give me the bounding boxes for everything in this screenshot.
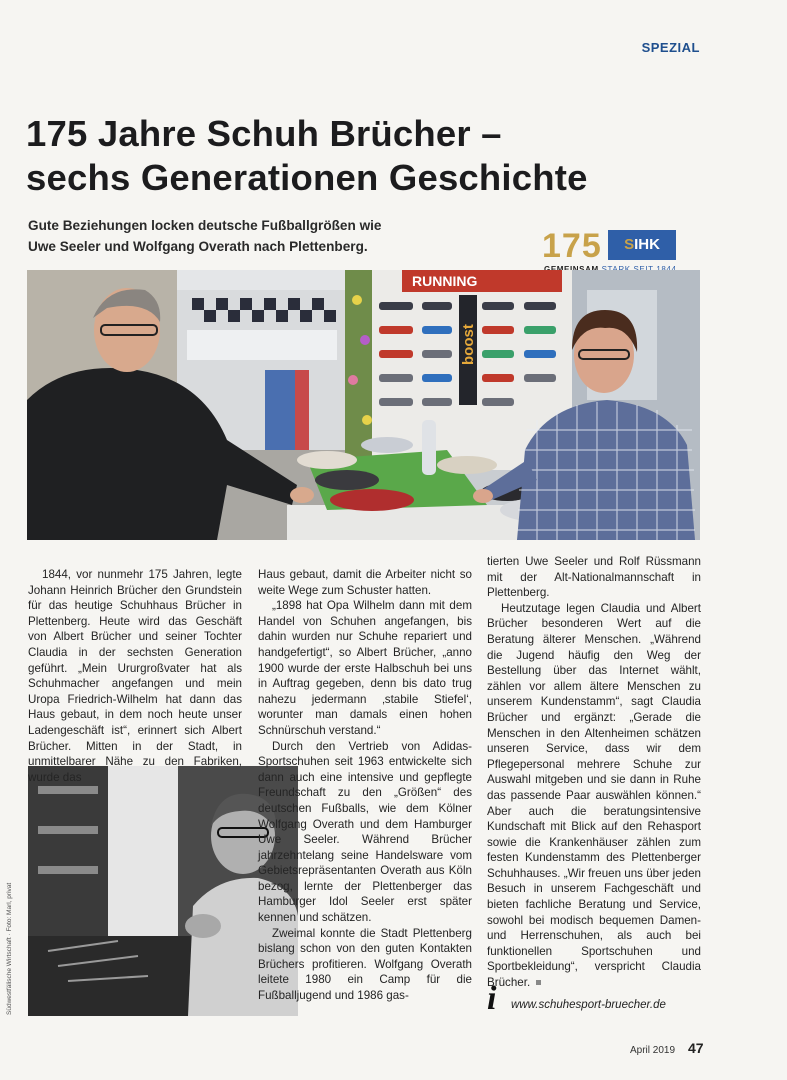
paragraph-text: Heutzutage legen Claudia und Albert Brücher besonderen Wert auf die Beratung älterer Menschen. „Während die Jugend häufig den Weg der Bestellung über das Internet wählt, zählen vor allem ältere Menschen zu unserem Kundenstamm“, sagt Claudia Brücher und ergänzt: „Gerade die Menschen in den Altenheimen schätzen unseren Service, dass wir dem Pflegepersonal mehrere Schuhe zur Auswahl mitgeben und sie dann in Ruhe das passende Paar auswählen können.“ Aber auch die beratungsintensive Kundschaft mit Blick auf den Rehasport sowie die Krankenhäuser zählen zum festen Kundenstamm des Plettenberger Schuhhauses. „Wir freuen uns über jeden Besuch in unserem Fachgeschäft und bieten fachliche Beratung und Service, sowohl bei modisch bequemen Damen- und Herrenschuhen, als auch bei funktionellen Sportschuhen und Sportbekleidung“, verspricht Claudia Brücher. [487,601,701,990]
paragraph: 1844, vor nunmehr 175 Jahren, legte Johann Heinrich Brücher den Grundstein für das heutige Schuhhaus Brücher in Plettenberg. Heute wird das Geschäft von Albert Brücher und seiner Tochter Claudia in der sechsten Generation geführt. „Mein Ururgroßvater hat als Schuhmacher angefangen und mein Uropa Friedrich-Wilhelm hat dann das Haus gebaut, in dem noch heute unser Ladengeschäft ist“, erinnert sich Albert Brücher. Mitten in der Stadt, in unmittelbarer Nähe zu den Fabriken, wurde das [28,568,242,784]
boost-sign: boost [460,324,477,365]
text-column-3 [487,554,701,991]
logo-number: 175 [542,227,602,265]
subheadline-line-1: Gute Beziehungen locken deutsche Fußballgrößen wie [28,218,382,233]
text-column-2 [258,567,472,1004]
photo-credit: Südwestfälische Wirtschaft · Foto: Marl, privat [6,882,13,1015]
paragraph: Zweimal konnte die Stadt Plettenberg bislang schon von den guten Kontakten Brüchers profitieren. Wolfgang Overath leitete 1980 ein Camp für die Fußballjugend und 1986 gas- [258,926,472,1003]
paragraph: Durch den Vertrieb von Adidas-Sportschuhen seit 1963 entwickelte sich dann auch eine intensive und gepflegte Freundschaft zu den „Größen“ des deutschen Fußballs, wie dem Kölner Wolfgang Overath und dem Hamburger Uwe Seeler. Während Brücher jahrzehntelang seine Handelsware vom Gebietsrepräsentanten Overath aus Köln bezog, lernte der Plettenberger das Hamburger Idol Seeler erst später kennen und schätzen. [258,739,472,925]
ihk-badge [608,230,676,260]
paragraph: tierten Uwe Seeler und Rolf Rüssmann mit der Alt-Nationalmannschaft in Plettenberg. [487,555,701,600]
paragraph: „1898 hat Opa Wilhelm dann mit dem Handel von Schuhen angefangen, bis dahin wurden nur Schuhe repariert und handgefertigt“, so Albert Brücher, „anno 1900 wurde der erste Halbschuh bei uns in Auftrag gegeben, denn bis dato trug nahezu jedermann ‚stabile Stiefel‘, worunter man damals einen hohen Schnürschuh verstand.“ [258,599,472,737]
paragraph [487,601,701,991]
footer-date: April 2019 [630,1045,676,1056]
text-column-1 [28,567,242,785]
paragraph: Haus gebaut, damit die Arbeiter nicht so weite Wege zum Schuster hatten. [258,568,472,597]
headline-line-2: sechs Generationen Geschichte [26,157,588,198]
headline [26,112,746,200]
info-icon: i [487,980,497,1017]
subheadline [28,215,458,257]
ihk-text: IHK [634,236,660,253]
running-sign: RUNNING [412,273,478,289]
ihk-prefix: S [624,236,635,253]
shop-interior-illustration [27,270,700,540]
section-label: SPEZIAL [641,40,700,55]
subheadline-line-2: Uwe Seeler und Wolfgang Overath nach Plettenberg. [28,239,368,254]
page-number: 47 [688,1040,704,1056]
website-link[interactable]: www.schuhesport-bruecher.de [511,999,666,1011]
info-link-box [487,982,707,1016]
headline-line-1: 175 Jahre Schuh Brücher – [26,113,502,154]
main-photo [27,270,700,540]
